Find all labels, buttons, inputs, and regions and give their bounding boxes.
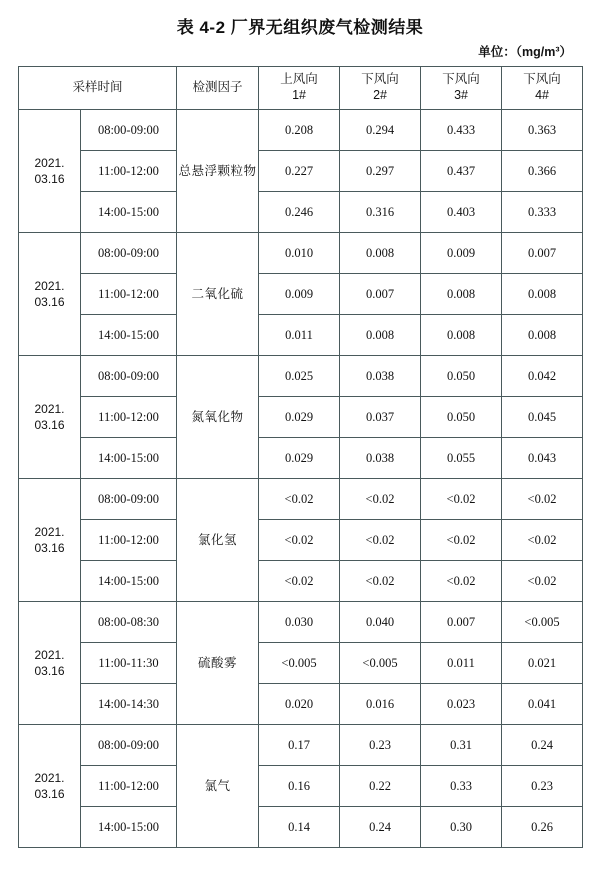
sampling-date-line2: 03.16 — [34, 664, 65, 678]
measurement-value-cell: 0.029 — [259, 397, 340, 438]
measurement-value-cell: <0.02 — [502, 520, 583, 561]
table-row — [19, 110, 583, 151]
measurement-value-cell: 0.297 — [340, 151, 421, 192]
measurement-value-cell: 0.008 — [502, 274, 583, 315]
measurement-value-cell: 0.011 — [421, 643, 502, 684]
measurement-value-cell: <0.02 — [340, 561, 421, 602]
measurement-value-cell: 0.007 — [421, 602, 502, 643]
measurement-value-cell: 0.050 — [421, 397, 502, 438]
sampling-time-cell: 11:00-11:30 — [81, 643, 177, 684]
measurement-value-cell: 0.055 — [421, 438, 502, 479]
table-row — [19, 151, 583, 192]
measurement-value-cell: 0.041 — [502, 684, 583, 725]
sampling-time-cell: 11:00-12:00 — [81, 274, 177, 315]
measurement-value-cell: <0.02 — [340, 520, 421, 561]
measurement-value-cell: <0.02 — [259, 561, 340, 602]
measurement-value-cell: 0.26 — [502, 807, 583, 848]
measurement-value-cell: 0.363 — [502, 110, 583, 151]
measurement-value-cell: 0.23 — [340, 725, 421, 766]
measurement-value-cell: 0.294 — [340, 110, 421, 151]
header-direction-col-4 — [502, 67, 583, 110]
sampling-date-line2: 03.16 — [34, 787, 65, 801]
measurement-value-cell: 0.17 — [259, 725, 340, 766]
header-direction-col-1 — [259, 67, 340, 110]
measurement-value-cell: 0.246 — [259, 192, 340, 233]
table-row — [19, 725, 583, 766]
measurement-value-cell: 0.433 — [421, 110, 502, 151]
header-point-number: 1# — [292, 88, 306, 102]
table-row — [19, 602, 583, 643]
table-row — [19, 192, 583, 233]
measurement-value-cell: 0.008 — [340, 315, 421, 356]
factor-cell: 总悬浮颗粒物 — [177, 110, 259, 233]
sampling-date-line2: 03.16 — [34, 295, 65, 309]
table-body — [19, 67, 583, 848]
header-direction-label: 上风向 — [280, 72, 318, 87]
header-direction-label: 下风向 — [442, 72, 480, 87]
sampling-time-cell: 11:00-12:00 — [81, 151, 177, 192]
measurement-value-cell: 0.008 — [502, 315, 583, 356]
measurement-value-cell: 0.029 — [259, 438, 340, 479]
sampling-time-cell: 14:00-15:00 — [81, 315, 177, 356]
measurement-value-cell: 0.010 — [259, 233, 340, 274]
factor-cell: 氯化氢 — [177, 479, 259, 602]
sampling-date-line1: 2021. — [34, 524, 65, 539]
measurement-value-cell: <0.02 — [502, 479, 583, 520]
measurement-value-cell: 0.037 — [340, 397, 421, 438]
sampling-time-cell: 08:00-09:00 — [81, 725, 177, 766]
table-row — [19, 684, 583, 725]
table-header-row — [19, 67, 583, 110]
table-row — [19, 479, 583, 520]
sampling-date-line1: 2021. — [34, 278, 65, 293]
table-row — [19, 315, 583, 356]
measurement-value-cell: 0.038 — [340, 356, 421, 397]
sampling-date-cell — [19, 602, 81, 725]
unit-label: 单位：（mg/m³） — [478, 45, 572, 59]
measurement-value-cell: 0.316 — [340, 192, 421, 233]
measurement-value-cell: 0.208 — [259, 110, 340, 151]
table-row — [19, 561, 583, 602]
measurement-value-cell: 0.040 — [340, 602, 421, 643]
sampling-time-cell: 11:00-12:00 — [81, 520, 177, 561]
sampling-date-line2: 03.16 — [34, 541, 65, 555]
sampling-time-cell: 08:00-09:00 — [81, 233, 177, 274]
measurement-value-cell: 0.366 — [502, 151, 583, 192]
measurement-value-cell: <0.02 — [340, 479, 421, 520]
sampling-date-cell — [19, 233, 81, 356]
measurement-value-cell: 0.437 — [421, 151, 502, 192]
measurement-value-cell: 0.021 — [502, 643, 583, 684]
measurement-value-cell: 0.023 — [421, 684, 502, 725]
factor-cell: 硫酸雾 — [177, 602, 259, 725]
header-direction-label: 下风向 — [523, 72, 561, 87]
measurement-value-cell: <0.005 — [259, 643, 340, 684]
sampling-time-cell: 11:00-12:00 — [81, 766, 177, 807]
sampling-time-cell: 08:00-08:30 — [81, 602, 177, 643]
measurement-value-cell: 0.33 — [421, 766, 502, 807]
measurement-value-cell: <0.02 — [421, 520, 502, 561]
sampling-time-cell: 14:00-15:00 — [81, 438, 177, 479]
sampling-time-cell: 11:00-12:00 — [81, 397, 177, 438]
header-sampling-time: 采样时间 — [19, 67, 177, 110]
table-row — [19, 274, 583, 315]
sampling-date-cell — [19, 725, 81, 848]
measurement-value-cell: 0.333 — [502, 192, 583, 233]
measurement-value-cell: 0.24 — [340, 807, 421, 848]
sampling-time-cell: 08:00-09:00 — [81, 479, 177, 520]
measurement-value-cell: 0.008 — [421, 315, 502, 356]
table-row — [19, 643, 583, 684]
measurement-value-cell: 0.403 — [421, 192, 502, 233]
measurement-value-cell: 0.14 — [259, 807, 340, 848]
measurement-value-cell: 0.009 — [259, 274, 340, 315]
emission-results-table — [18, 66, 583, 848]
measurement-value-cell: 0.16 — [259, 766, 340, 807]
measurement-value-cell: 0.007 — [502, 233, 583, 274]
page-title: 表 4-2 厂界无组织废气检测结果 — [176, 18, 424, 37]
sampling-date-line2: 03.16 — [34, 172, 65, 186]
measurement-value-cell: 0.30 — [421, 807, 502, 848]
sampling-time-cell: 14:00-15:00 — [81, 561, 177, 602]
table-row — [19, 397, 583, 438]
sampling-date-cell — [19, 110, 81, 233]
measurement-value-cell: 0.050 — [421, 356, 502, 397]
measurement-value-cell: 0.227 — [259, 151, 340, 192]
measurement-value-cell: 0.007 — [340, 274, 421, 315]
factor-cell: 二氧化硫 — [177, 233, 259, 356]
measurement-value-cell: 0.24 — [502, 725, 583, 766]
sampling-time-cell: 14:00-15:00 — [81, 807, 177, 848]
measurement-value-cell: 0.011 — [259, 315, 340, 356]
measurement-value-cell: 0.008 — [421, 274, 502, 315]
header-point-number: 4# — [535, 88, 549, 102]
measurement-value-cell: <0.02 — [502, 561, 583, 602]
measurement-value-cell: 0.043 — [502, 438, 583, 479]
measurement-value-cell: 0.31 — [421, 725, 502, 766]
measurement-value-cell: <0.02 — [421, 479, 502, 520]
measurement-value-cell: 0.038 — [340, 438, 421, 479]
sampling-time-cell: 14:00-14:30 — [81, 684, 177, 725]
measurement-value-cell: 0.23 — [502, 766, 583, 807]
measurement-value-cell: <0.02 — [421, 561, 502, 602]
measurement-value-cell: <0.02 — [259, 479, 340, 520]
table-row — [19, 233, 583, 274]
table-row — [19, 438, 583, 479]
sampling-date-line1: 2021. — [34, 647, 65, 662]
document-page — [0, 13, 600, 876]
sampling-date-line1: 2021. — [34, 401, 65, 416]
measurement-value-cell: 0.025 — [259, 356, 340, 397]
sampling-date-line1: 2021. — [34, 770, 65, 785]
table-row — [19, 520, 583, 561]
table-row — [19, 356, 583, 397]
sampling-date-line1: 2021. — [34, 155, 65, 170]
factor-cell: 氯气 — [177, 725, 259, 848]
header-direction-col-3 — [421, 67, 502, 110]
measurement-value-cell: 0.042 — [502, 356, 583, 397]
factor-cell: 氮氧化物 — [177, 356, 259, 479]
header-point-number: 3# — [454, 88, 468, 102]
sampling-time-cell: 14:00-15:00 — [81, 192, 177, 233]
header-point-number: 2# — [373, 88, 387, 102]
sampling-time-cell: 08:00-09:00 — [81, 356, 177, 397]
sampling-time-cell: 08:00-09:00 — [81, 110, 177, 151]
header-direction-col-2 — [340, 67, 421, 110]
sampling-date-line2: 03.16 — [34, 418, 65, 432]
measurement-value-cell: 0.22 — [340, 766, 421, 807]
measurement-value-cell: 0.009 — [421, 233, 502, 274]
table-row — [19, 766, 583, 807]
measurement-value-cell: <0.005 — [340, 643, 421, 684]
measurement-value-cell: 0.016 — [340, 684, 421, 725]
measurement-value-cell: 0.045 — [502, 397, 583, 438]
measurement-value-cell: 0.030 — [259, 602, 340, 643]
measurement-value-cell: <0.005 — [502, 602, 583, 643]
header-direction-label: 下风向 — [361, 72, 399, 87]
sampling-date-cell — [19, 479, 81, 602]
measurement-value-cell: 0.020 — [259, 684, 340, 725]
sampling-date-cell — [19, 356, 81, 479]
table-row — [19, 807, 583, 848]
measurement-value-cell: 0.008 — [340, 233, 421, 274]
header-factor: 检测因子 — [177, 67, 259, 110]
measurement-value-cell: <0.02 — [259, 520, 340, 561]
